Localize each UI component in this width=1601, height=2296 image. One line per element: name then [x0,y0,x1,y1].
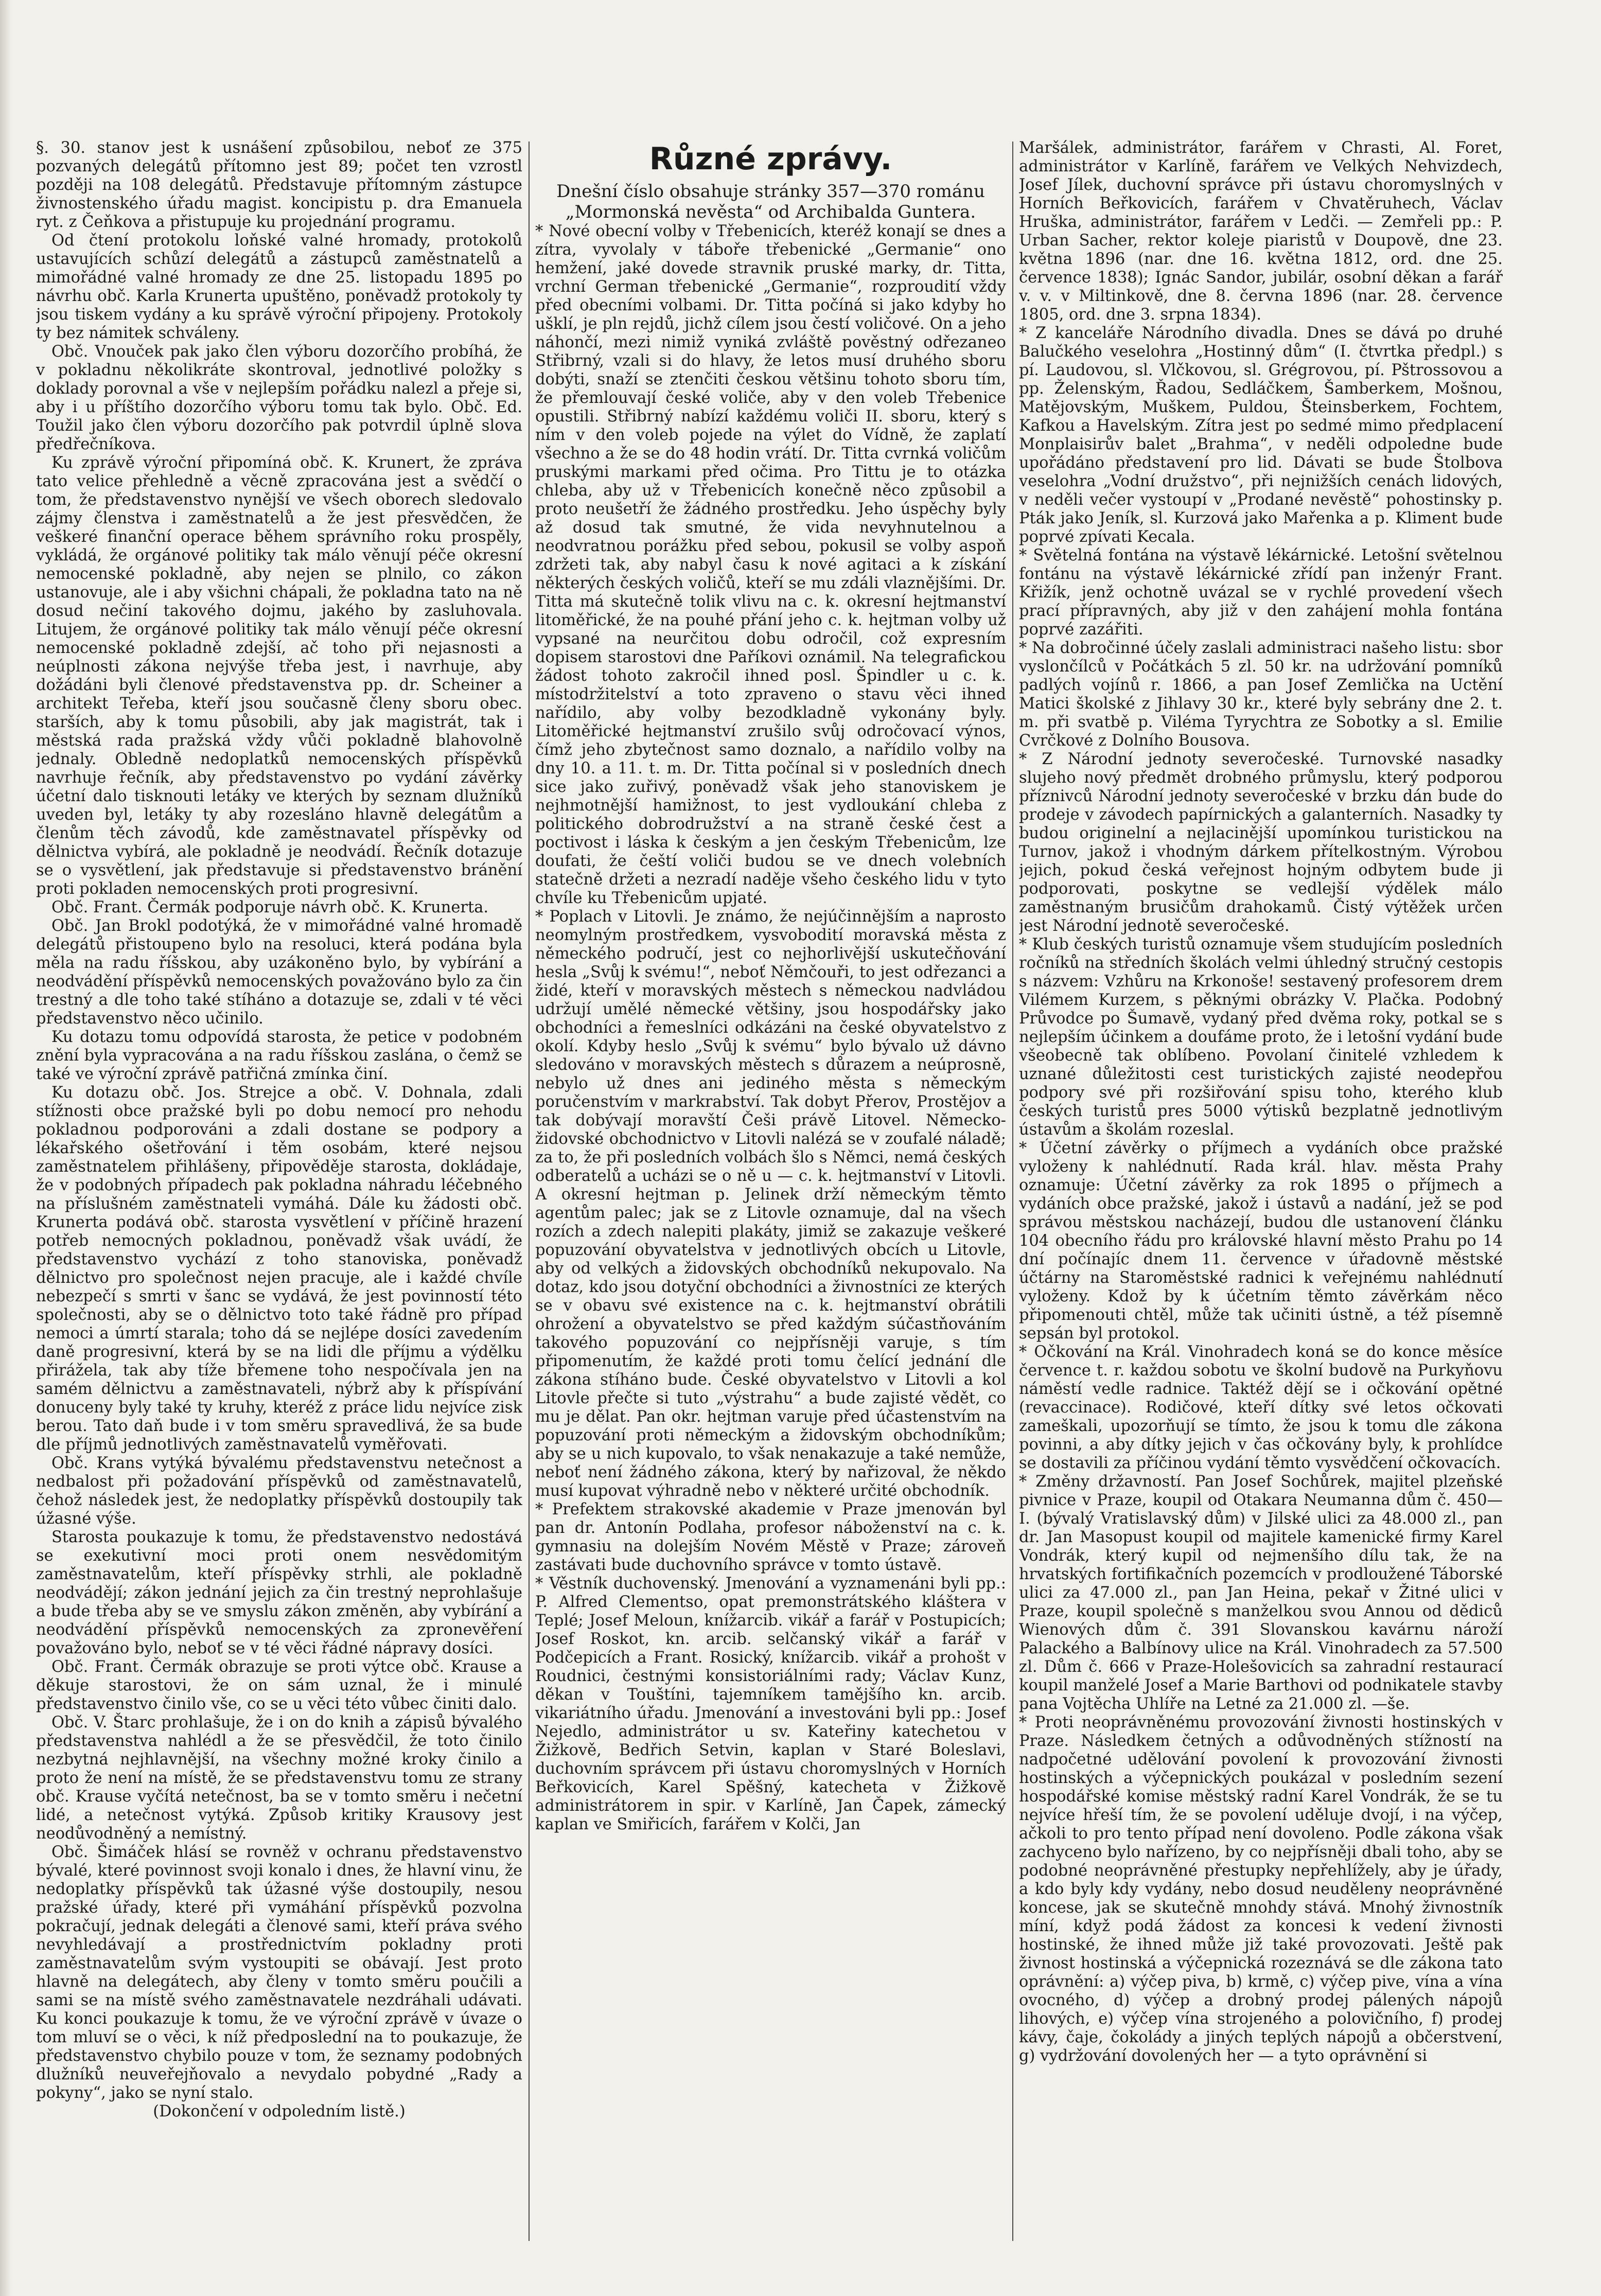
article-paragraph: §. 30. stanov jest k usnášení způsobilou, neboť ze 375 pozvaných delegátů přítomno jest 89; počet ten vzrostl později na 108 delegátů. Představuje přítomným zástupce živnostenského úřadu magist. koncipistu p. dra Emanuela ryt. z Čeňkova a přistupuje ku projednání programu. [36,139,522,231]
article-paragraph: * Z Národní jednoty severočeské. Turnovské nasadky slujeho nový předmět drobného průmyslu, který podporou příznivců Národní jednoty severočeské v brzku dán bude do prodeje v závodech papírnických a galanterních. Nasadky ty budou originelní a nejlacinější upomínkou turistickou na Turnov, jakož i vhodným dárkem přítelkostným. Výrobou jejich, pokud česká veřejnost hojným odbytem bude ji podporovati, poskytne se vedlejší výdělek málo zaměstnaným brusičům drahokamů. Čistý výtěžek určen jest Národní jednotě severočeské. [1019,750,1503,935]
article-paragraph: * Z kanceláře Národního divadla. Dnes se dává po druhé Balučkého veselohra „Hostinný dům“ (I. čtvrtka předpl.) s pí. Laudovou, sl. Vlčkovou, sl. Grégrovou, pí. Pštrossovou a pp. Želenským, Řadou, Sedláčkem, Šamberkem, Mošnou, Matějovským, Muškem, Puldou, Šteinsberkem, Fochtem, Kafkou a Havelským. Zítra jest po sedmé mimo předplacení Monplaisirův balet „Brahma“, v neděli odpoledne bude upořádáno představení pro lid. Dávati se bude Štolbova veselohra „Vodní družstvo“, při nejnižších cenách lidových, v neděli večer vystoupí v „Prodané nevěstě“ pohostinsky p. Pták jako Jeník, sl. Kurzová jako Mařenka a p. Kliment bude poprvé zpívati Kecala. [1019,324,1503,546]
article-paragraph: * Věstník duchovenský. Jmenování a vyznamenáni byli pp.: P. Alfred Clementso, opat premonstrátského kláštera v Teplé; Josef Meloun, knížarcib. vikář a farář v Postupicích; Josef Roskot, kn. arcib. selčanský vikář a farář v Podčepicích a Frant. Rosický, knížarcib. vikář a prohošt v Roudnici, čestnými konsistoriálními rady; Václav Kunz, děkan v Touštíni, tajemníkem tamějšího kn. arcib. vikariátního úřadu. Jmenování a investováni byli pp.: Josef Nejedlo, administrátor u sv. Kateřiny katechetou v Žižkově, Bedřich Setvin, kaplan v Staré Boleslavi, duchovním správcem při ústavu choromyslných v Horních Beřkovicích, Karel Spěšný, katecheta v Žižkově administrátorem in spir. v Karlíně, Jan Čapek, zámecký kaplan ve Smiřicích, farářem v Kolči, Jan [535,1575,1006,1833]
article-paragraph: * Nové obecní volby v Třebenicích, kteréž konají se dnes a zítra, vyvolaly v táboře třebenické „Germanie“ ono hemžení, jaké dovede stravnik pruské marky, dr. Titta, vrchní German třebenické „Germanie“, rozproudití vždy před obecními volbami. Dr. Titta počíná si jako kdyby ho ušklí, je pln rejdů, jichž cílem jsou čestí voličové. On a jeho náhončí, mezi nimiž vyniká zvláště pověstný odřezaneo Střibrný, vzali si do hlavy, že letos musí druhého sboru dobýti, snaží se ztenčiti českou většinu tohoto sboru tím, že přemlouvají české voliče, aby v den voleb Třebenice opustili. Střibrný nabízí každému voliči II. sboru, který s ním v den voleb pojede na výlet do Vídně, že zaplatí všechno a že se do 48 hodin vrátí. Dr. Titta cvrnká voličům pruskými markami před očima. Pro Tittu je to otázka chleba, aby už v Třebenicích konečně něco způsobil a proto neušetří že žádného prostředku. Jeho úspěchy byly až dosud tak smutné, že vida nevyhnutelnou a neodvratnou porážku před sebou, pokusil se volby aspoň zdržeti tak, aby nabyl času k nové agitaci a k získání některých českých voličů, kteří se mu zdáli vlaznějšími. Dr. Titta má skutečně tolik vlivu na c. k. okresní hejtmanství litoměřické, že na pouhé přání jeho c. k. hejtman volby už vypsané na neurčitou dobu odročil, což expresním dopisem starostovi dne Paříkovi oznámil. Na telegrafickou žádost tohoto zakročil ihned posl. Špindler u c. k. místodržitelství a toto zpraveno o stavu věci ihned nařídilo, aby volby bezodkladně vykonány byly. Litoměřické hejtmanství zrušilo svůj odročovací výnos, čímž jeho zbytečnost samo doznalo, a nařídilo volby na dny 10. a 11. t. m. Dr. Titta počínal si v posledních dnech sice jako zuřivý, poněvadž však jeho stanoviskem je nejhmotnější hamižnost, to jest vydloukání chleba z politického dobrodružství a na straně české čest a poctivost i láska k českým a jen českým Třebenicům, lze doufati, že čeští voliči budou se ve dnech volebních statečně držeti a nezradí naděje všeho českého lidu v tyto chvíle ku Třebenicům upjaté. [535,222,1006,907]
article-paragraph: (Dokončení v odpoledním listě.) [153,2103,406,2121]
column-left [36,139,522,2254]
article-paragraph: Od čtení protokolu loňské valné hromady, protokolů ustavujících schůzí delegátů a zástupců zaměstnatelů a mimořádné valné hromady ze dne 25. listopadu 1895 po návrhu obč. Karla Krunerta upuštěno, poněvadž protokoly ty jsou tiskem vydány a ku správě výroční připojeny. Protokoly ty bez námitek schváleny. [36,232,522,342]
article-paragraph: * Očkování na Král. Vinohradech koná se do konce měsíce července t. r. každou sobotu ve školní budově na Purkyňovu náměstí vedle radnice. Taktéž dějí se i očkování opětné (revaccinace). Rodičové, kteří dítky své letos očkovati zameškali, upozorňují se tímto, že jsou k tomu dle zákona povinni, a aby dítky jejich v čas očkovány byly, k prohlídce se dostavili za příčinou vydání těmto vysvědčení očkovacích. [1019,1343,1503,1472]
article-paragraph: Obč. Šimáček hlásí se rovněž v ochranu představenstvo bývalé, které povinnost svoji konalo i dnes, že hlavní vinu, že nedoplatky příspěvků tak úžasné výše dostoupily, nesou pražské úřady, které při vymáhání příspěvků pozvolna pokračují, jednak delegáti a členové sami, kteří práva svého nevyhledávají a prostřednictvím pokladny proti zaměstnavatelům svým vystoupiti se obávají. Jest proto hlavně na delegátech, aby členy v tomto směru poučili a sami se na místě svého zaměstnavatele nezdráhali udávati. Ku konci poukazuje k tomu, že ve výroční zprávě v úvaze o tom mluví se o věci, k níž předposlední na to poukazuje, že představenstvo chybilo pouze v tom, že seznamy podobných dlužníků neuveřejňovalo a nevydalo pobydné „Rady a pokyny“, jako se nyní stalo. [36,1843,522,2102]
article-paragraph: * Světelná fontána na výstavě lékárnické. Letošní světelnou fontánu na výstavě lékárnické zřídí pan inženýr Frant. Křižík, jenž ochotně uvázal se v rychlé provedení všech prací přípravných, aby již v den zahájení mohla fontána poprvé zazářiti. [1019,546,1503,639]
column-right [1019,139,1503,2254]
article-paragraph: Starosta poukazuje k tomu, že představenstvo nedostává se exekutivní moci proti onem nesvědomitým zaměstnavatelům, kteří příspěvky strhli, ale pokladně neodvádějí; zákon jednání jejich za čin trestný neprohlašuje a bude třeba aby se ve smyslu zákon změněn, aby vybírání a neodvádění příspěvků nemocenských za zpronevěření považováno bylo, neboť se v té věci řádné nápravy dosíci. [36,1528,522,1657]
article-paragraph: Obč. Krans vytýká bývalému představenstvu netečnost a nedbalost při požadování příspěvků od zaměstnavatelů, čehož následek jest, že nedoplatky příspěvků dostoupily tak úžasné výše. [36,1454,522,1528]
column-divider [1012,142,1013,2241]
article-paragraph: * Na dobročinné účely zaslali administraci našeho listu: sbor vyslončílců v Počátkách 5 zl. 50 kr. na udržování pomníků padlých vojínů r. 1866, a pan Josef Zemlička na Uctění Matici školské z Jihlavy 30 kr., které byly sebrány dne 2. t. m. při svatbě p. Viléma Tyrychtra ze Sobotky a sl. Emilie Cvrčkové z Dolního Bousova. [1019,639,1503,750]
article-paragraph: Ku zprávě výroční připomíná obč. K. Krunert, že zpráva tato velice přehledně a věcně zpracována jest a svědčí o tom, že představenstvo nynější ve všech oborech sledovalo zájmy členstva i zaměstnatelů a že jest přesvědčen, že veškeré finanční operace během správního roku prospěly, vykládá, že orgánové politiky tak málo věnují péče okresní nemocenské pokladně, aby nejen se plnilo, co zákon ustanovuje, ale i aby všichni chápali, že pokladna tato na ně dosud nečiní takového dojmu, jakého by zasluhovala. Litujem, že orgánové politiky tak málo věnují péče okresní nemocenské pokladně zdejší, ač toho při nejasnosti a neúplnosti zákona nejvýše třeba jest, i navrhuje, aby dožádáni byli členové představenstva pp. dr. Scheiner a architekt Teřeba, kteří jsou současně členy sboru obec. starších, aby k tomu působili, aby jak magistrát, tak i městská rada pražská vždy vůči pokladně blahovolně jednaly. Obledně nedoplatků nemocenských příspěvků navrhuje řečník, aby představenstvo po vydání závěrky účetní dalo tisknouti letáky ve kterých by seznam dlužníků uveden byl, letáky ty aby rozesláno hlavně delegátům a členům těch závodů, kde zaměstnavatel příspěvky od dělnictva vybírá, ale pokladně je neodvádí. Řečník dotazuje se o vysvětlení, jak představuje si představenstvo bránění proti pokladen nemocenských proti progresivní. [36,454,522,898]
article-paragraph: Obč. V. Štarc prohlašuje, že i on do knih a zápisů bývalého představenstva nahlédl a že se přesvědčil, že toto činilo nezbytná nejhlavnější, na všechny možné kroky činilo a proto že není na místě, že se představenstvu tomu ze strany obč. Krause vyčítá netečnost, ba se v tomto směru i nečetní lidé, a netečnost vytýká. Způsob kritiky Krausovy jest neodůvodněný a nemístný. [36,1714,522,1843]
article-paragraph: * Změny državností. Pan Josef Sochůrek, majitel plzeňské pivnice v Praze, koupil od Otakara Neumanna dům č. 450—I. (bývalý Vratislavský dům) v Jilské ulici za 48.000 zl., pan dr. Jan Masopust koupil od majitele kamenické firmy Karel Vondrák, který kupil od nejmenšího dílu tak, že na hrvatských fortifikačních pozemcích v prodloužené Táborské ulici za 47.000 zl., pan Jan Heina, pekař v Žitné ulici v Praze, koupil společně s manželkou svou Annou od dědiců Wienových dům č. 391 Slovanskou kavárnu nároží Palackého a Balbínovy ulice na Král. Vinohradech za 57.500 zl. Dům č. 666 v Praze-Holešovicích sa zahradní restaurací koupil manželé Josef a Marie Barthovi od podnikatele stavby pana Vojtěcha Uhlíře na Letné za 21.000 zl. —še. [1019,1473,1503,1713]
section-title: Různé zprávy. [649,141,892,177]
article-paragraph: Obč. Frant. Čermák podporuje návrh obč. K. Krunerta. [51,898,489,916]
article-paragraph: * Klub českých turistů oznamuje všem studujícím posledních ročníků na středních školách velmi úhledný stručný cestopis s názvem: Vzhůru na Krkonoše! sestavený profesorem drem Vilémem Kurzem, s pěknými obrázky V. Plačka. Podobný Průvodce po Šumavě, vydaný před dvěma roky, potkal se s nejlepším účinkem a doufáme proto, že i letošní vydání bude všeobecně tak oblíbeno. Povolaní činitelé vzhledem k uznané důležitosti cest turistických zajisté neodepřou podpory své při rozšiřování spisu toho, kterého klub českých turistů pres 5000 výtisků bezplatně jednotlivým ústavům a školám rozeslal. [1019,935,1503,1139]
column-middle [535,139,1006,2254]
article-paragraph: Ku dotazu tomu odpovídá starosta, že petice v podobném znění byla vypracována a na radu říšskou zaslána, o čemž se také ve výroční zprávě patřičná zmínka činí. [36,1028,522,1083]
article-paragraph: Dnešní číslo obsahuje stránky 357—370 románu „Mormonská nevěsta“ od Archibalda Guntera. [556,181,985,222]
article-paragraph: Obč. Frant. Čermák obrazuje se proti výtce obč. Krause a děkuje starostovi, že on sám uznal, že i minulé představenstvo činilo vše, co se u věci této vůbec činiti dalo. [36,1658,522,1713]
article-paragraph: * Účetní závěrky o příjmech a vydáních obce pražské vyloženy k nahlédnutí. Rada král. hlav. města Prahy oznamuje: Účetní závěrky za rok 1895 o příjmech a vydáních obce pražské, jakož i ústavů a nadání, jež se pod správou městskou nacházejí, budou dle ustanovení článku 104 obecního řádu pro královské hlavní město Prahu po 14 dní počínajíc dnem 11. července v úřadovně městské účtárny na Staroměstské radnici k veřejnému nahlédnutí vyloženy. Kdož by k účetním těmto závěrkám něco připomenouti chtěl, může tak učiniti ústně, a též písemně sepsán byl protokol. [1019,1139,1503,1343]
article-paragraph: * Prefektem strakovské akademie v Praze jmenován byl pan dr. Antonín Podlaha, profesor náboženství na c. k. gymnasiu na dolejším Novém Městě v Praze; zároveň zastávati bude duchovního správce v tomto ústavě. [535,1500,1006,1574]
column-divider [529,142,530,2241]
page-binding-edge [0,0,11,2296]
article-paragraph: * Poplach v Litovli. Je známo, že nejúčinnějším a naprosto neomylným prostředkem, vysvobodití moravská města z německého područí, jest co nejhorlivější uskutečňování hesla „Svůj k svému!“, neboť Němčouři, to jest odřezanci a židé, kteří v moravských městech s německou nadvládou udržují umělé německé většiny, jsou hospodářsky jako obchodníci a řemeslníci odkázáni na české obyvatelstvo z okolí. Kdyby heslo „Svůj k svému“ bylo bývalo už dávno sledováno v moravských městech s důrazem a neúprosně, nebylo už dnes ani jediného města s německým poručenstvím v markrabství. Tak dobyt Přerov, Prostějov a tak dobývají moravští Češi právě Litovel. Německo-židovské obchodnictvo v Litovli nalézá se v zoufalé náladě; za to, že při posledních volbách šlo s Němci, nemá českých odberatelů a ucházi se o ně u — c. k. hejtmanství v Litovli. A okresní hejtman p. Jelinek drží německým těmto agentům palec; jak se z Litovle oznamuje, dal na všech rozích a zdech nalepiti plakáty, jimiž se zakazuje veškeré popuzování obyvatelstva v jednotlivých obcích u Litovle, aby od velkých a židovských obchodníků nekupovalo. Na dotaz, kdo jsou dotyční obchodníci a živnostníci ze kterých se v obavu své existence na c. k. hejtmanství obrátili ohrožení a obyvatelstvo se před každým súčastňováním takového popuzování co nejpřísněji varuje, s tím připomenutím, že každé proti tomu čelící jednání dle zákona stíháno bude. České obyvatelstvo v Litovli a kol Litovle přečte si tuto „výstrahu“ a bude zajisté vědět, co mu je dělat. Pan okr. hejtman varuje před účastenstvím na popuzování proti německým a židovským obchodníkům; aby se u nich kupovalo, to však nenakazuje a také nemůže, neboť není žádného zákona, který by nařizoval, že někdo musí kupovat výhradně nebo v některé určité obchodník. [535,908,1006,1500]
article-paragraph: Ku dotazu obč. Jos. Strejce a obč. V. Dohnala, zdali stížnosti obce pražské byli po dobu nemocí pro nehodu pokladnou podporováni a zdali dostane se podpory a lékařského ošetřování i těm osobám, které nejsou zaměstnatelem přihlášeny, připověděje starosta, dokládaje, že v podobných případech pak pokladna náhradu léčebného na příslušném zaměstnateli vymáhá. Dále ku žádosti obč. Krunerta podává obč. starosta vysvětlení v příčině hrazení potřeb nemocných pokladnou, poněvadž však uvádí, že představenstvo vychází z toho stanoviska, poněvadž dělnictvo pro společnost nejen pracuje, ale i každé chvíle nebezpečí s smrti v šanc se vydává, že jest povinností této společnosti, aby se o dělnictvo toto také řádně pro případ nemoci a úmrtí starala; toho dá se nejlépe dosíci zavedením daně progresivní, která by se na lidi dle příjmu a výdělku přirážela, tak aby tíže břemene toho nespočívala jen na samém dělnictvu a zaměstnavateli, nýbrž aby k příspívání donuceny byly také ty kruhy, kteréž z práce lidu nejvíce zisk berou. Tato daň bude i v tom směru spravedlivá, že sa bude dle příjmů jednotlivých zaměstnavatelů vyměřovati. [36,1084,522,1454]
article-paragraph: Obč. Vnouček pak jako člen výboru dozorčího probíhá, že v pokladnu několikráte skontroval, jednotlivé položky s doklady porovnal a vše v nejlepším pořádku nalezl a přeje si, aby i u příštího dozorčího výboru tomu tak bylo. Obč. Ed. Toužil jako člen výboru dozorčího pak potvrdil úplně slova předřečníkova. [36,343,522,453]
article-paragraph: Obč. Jan Brokl podotýká, že v mimořádné valné hromadě delegátů přistoupeno bylo na resoluci, která podána byla měla na radu říšskou, aby uzákoněno bylo, by vybírání a neodvádění příspěvků nemocenských považováno bylo za čin trestný a dle toho také stíháno a dotazuje se, zdali v té věci představenstvo něco učinilo. [36,917,522,1028]
article-paragraph: Maršálek, administrátor, farářem v Chrasti, Al. Foret, administrátor v Karlíně, farářem ve Velkých Nehvizdech, Josef Jílek, duchovní správce při ústavu choromyslných v Horních Beřkovicích, farářem v Chvatěruhech, Václav Hruška, administrátor, farářem v Ledči. — Zemřeli pp.: P. Urban Sacher, rektor koleje piaristů v Doupově, dne 23. května 1896 (nar. dne 16. května 1812, ord. dne 25. července 1838); Ignác Sandor, jubilár, osobní děkan a farář v. v. v Miltinkově, dne 8. června 1896 (nar. 28. července 1805, ord. dne 3. srpna 1834). [1019,139,1503,324]
article-paragraph: * Proti neoprávněnému provozování živnosti hostinských v Praze. Následkem četných a odůvodněných stížností na nadpočetné udělování povolení k provozování živnosti hostinských a výčepnických poukázal v posledním sezení hospodářské komise městský radní Karel Vondrák, že se tu nejvíce hřeší tím, že se povolení uděluje dvojí, i na výčep, ačkoli to pro tento případ není dovoleno. Podle zákona však zachyceno bylo nařízeno, by co nejpřísněji dbali toho, aby se podobné neoprávněné přestupky nepřehlížely, aby je úřady, a kdo byly kdy vydány, nebo dosud neuděleny neoprávněné koncese, jak se skutečně mnohdy stává. Mnohý živnostník míní, když podá žádost za koncesi k vedení živnosti hostinské, že ihned může již také provozovati. Ještě pak živnost hostinská a výčepnická rozeznává se dle zákona tato oprávnění: a) výčep piva, b) krmě, c) výčep pive, vína a vína ovocného, d) výčep a drobný prodej pálených nápojů lihových, e) výčep vína strojeného a polovičního, f) prodej kávy, čaje, čokolády a jiných teplých nápojů a občerstvení, g) vydržování dovolených her — a tyto oprávnění si [1019,1714,1503,2065]
column-middle-body [535,181,1006,1834]
